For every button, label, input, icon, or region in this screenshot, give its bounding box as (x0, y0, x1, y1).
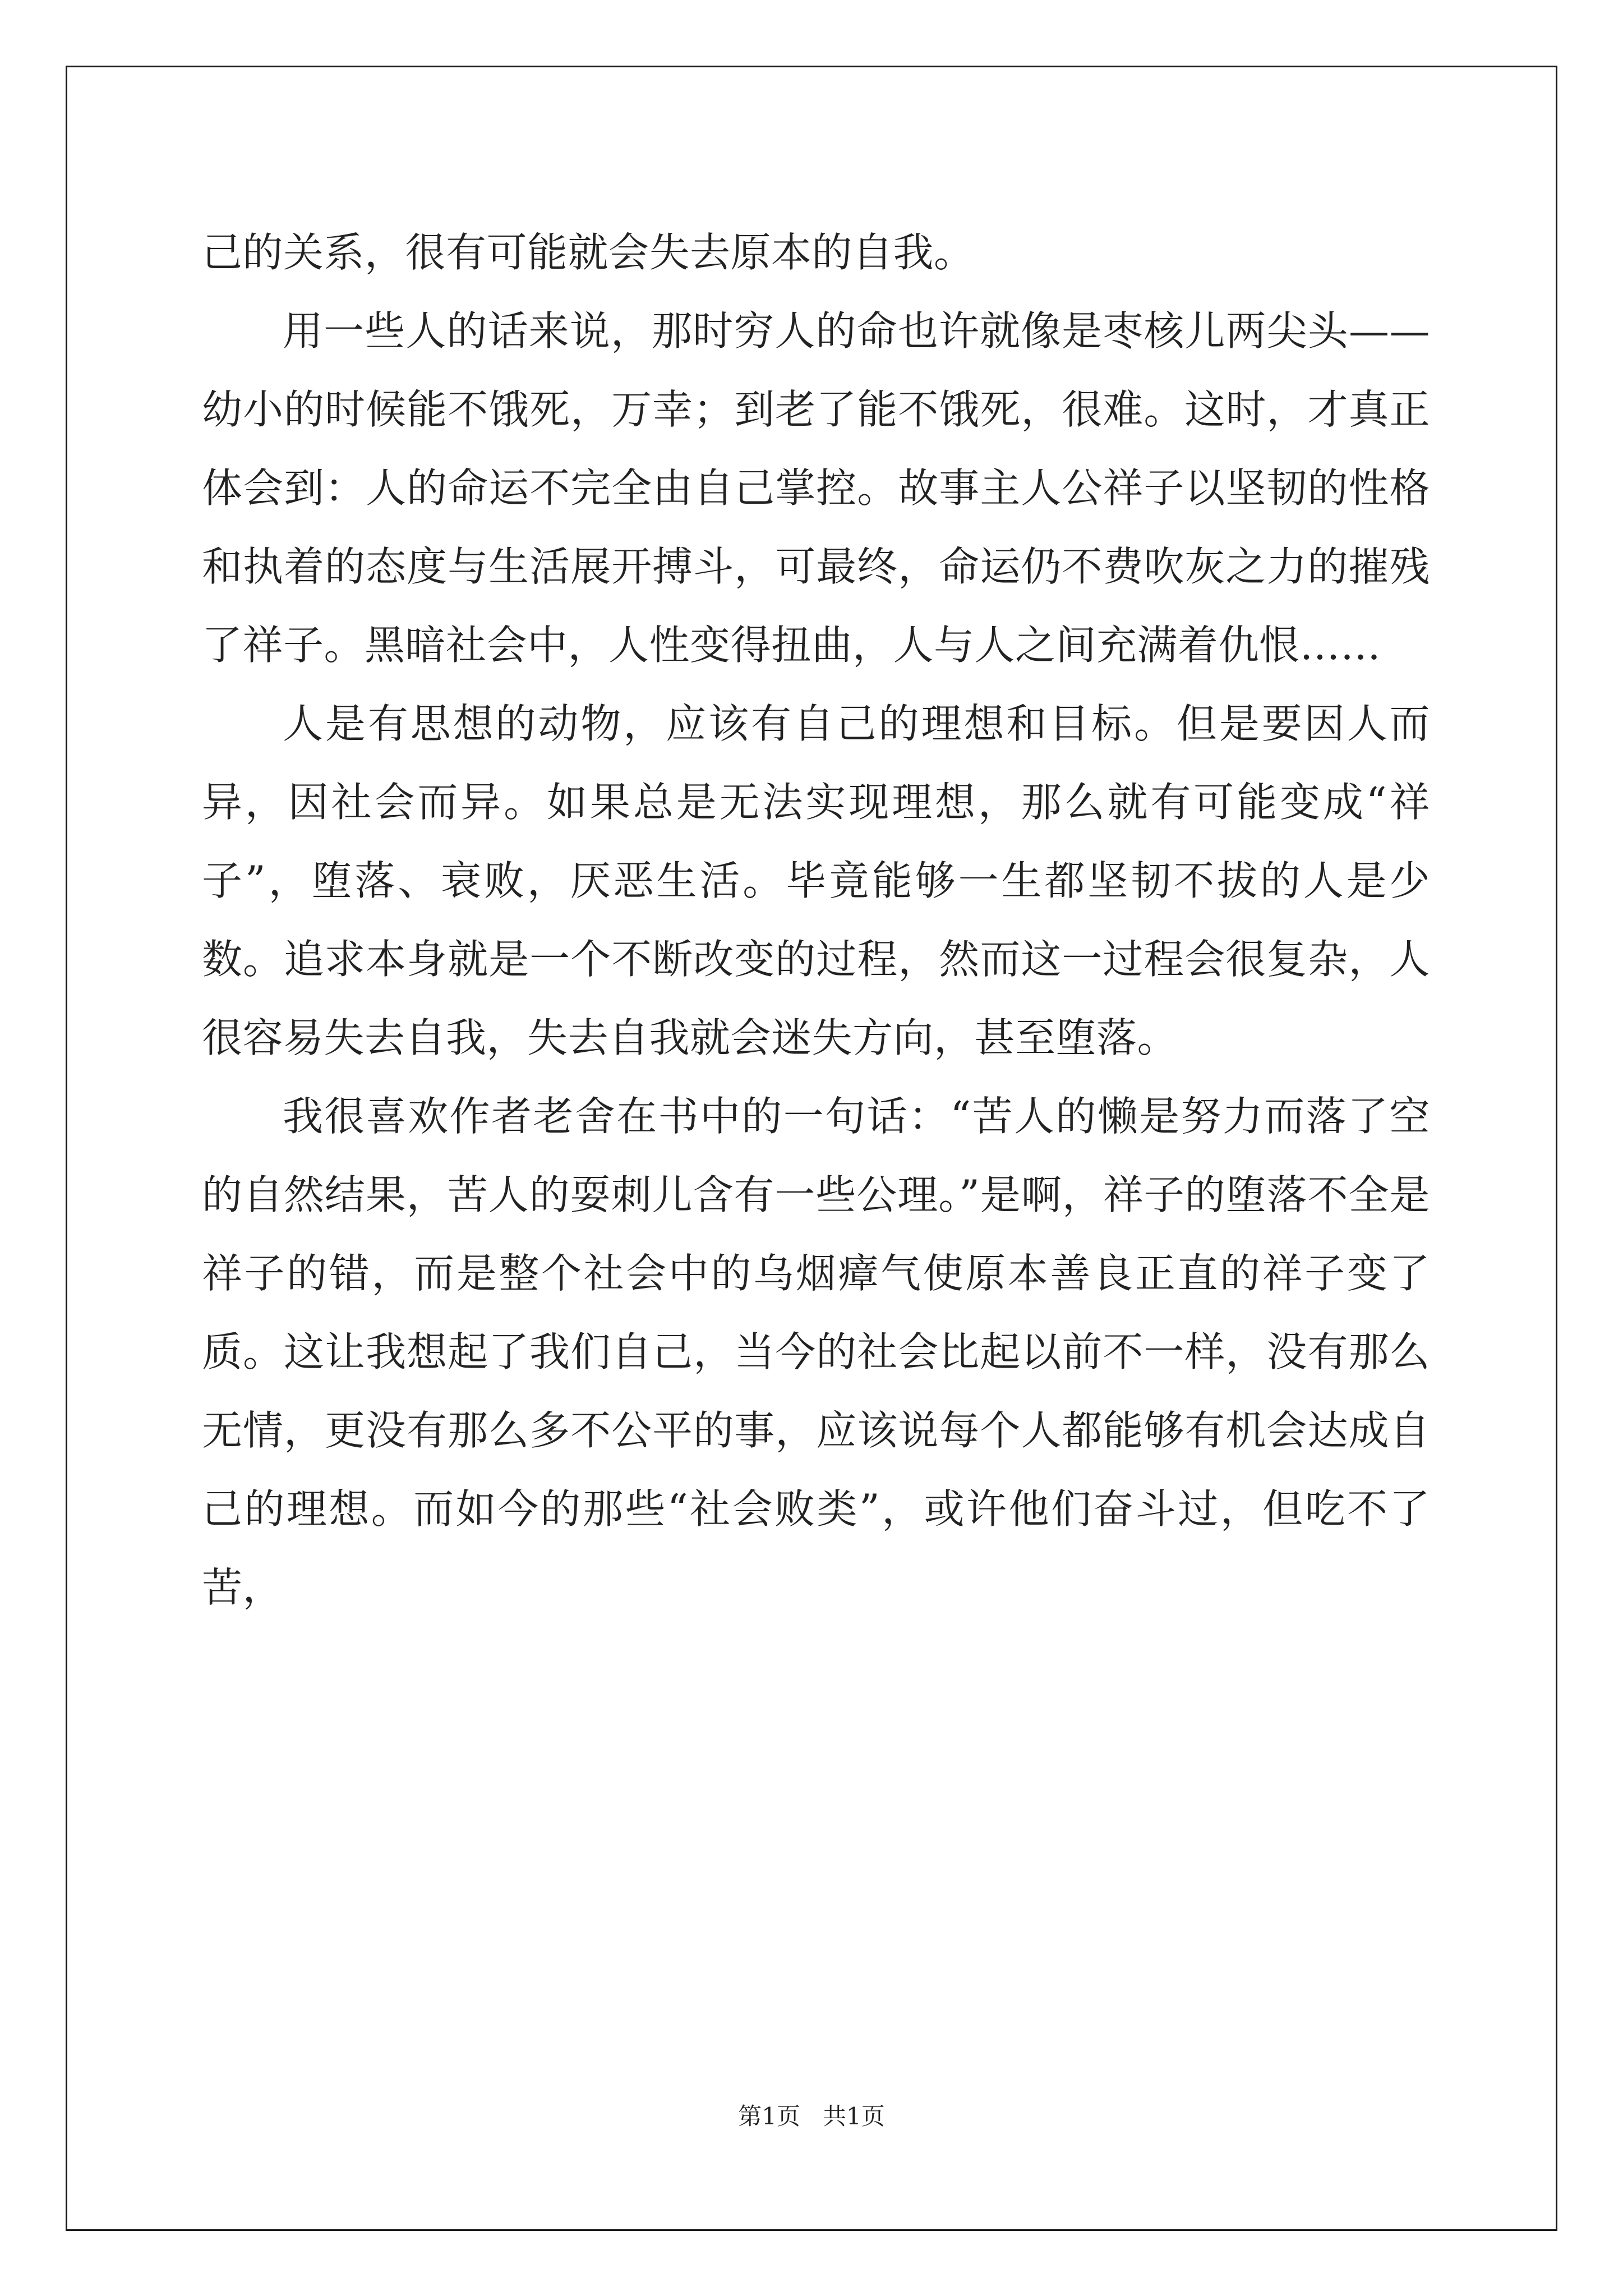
page-number-footer: 第1页 共1页 (738, 2102, 885, 2130)
document-body (202, 213, 1430, 1627)
paragraph-2: 用一些人的话来说，那时穷人的命也许就像是枣核儿两尖头——幼小的时候能不饿死，万幸；到老了能不饿死，很难。这时，才真正体会到：人的命运不完全由自己掌控。故事主人公祥子以坚韧的性格和执着的态度与生活展开搏斗，可最终，命运仍不费吹灰之力的摧残了祥子。黑暗社会中，人性变得扭曲，人与人之间充满着仇恨…… (202, 307, 1430, 669)
paragraph-1: 己的关系，很有可能就会失去原本的自我。 (202, 229, 975, 276)
paragraph-3: 人是有思想的动物，应该有自己的理想和目标。但是要因人而异，因社会而异。如果总是无法实现理想，那么就有可能变成“祥子”，堕落、衰败，厌恶生活。毕竟能够一生都坚韧不拔的人是少数。追求本身就是一个不断改变的过程，然而这一过程会很复杂，人很容易失去自我，失去自我就会迷失方向，甚至堕落。 (202, 700, 1430, 1061)
paragraph-4: 我很喜欢作者老舍在书中的一句话：“苦人的懒是努力而落了空的自然结果，苦人的耍刺儿含有一些公理。”是啊，祥子的堕落不全是祥子的错，而是整个社会中的乌烟瘴气使原本善良正直的祥子变了质。这让我想起了我们自己，当今的社会比起以前不一样，没有那么无情，更没有那么多不公平的事，应该说每个人都能够有机会达成自己的理想。而如今的那些“社会败类”，或许他们奋斗过，但吃不了苦， (202, 1093, 1430, 1611)
